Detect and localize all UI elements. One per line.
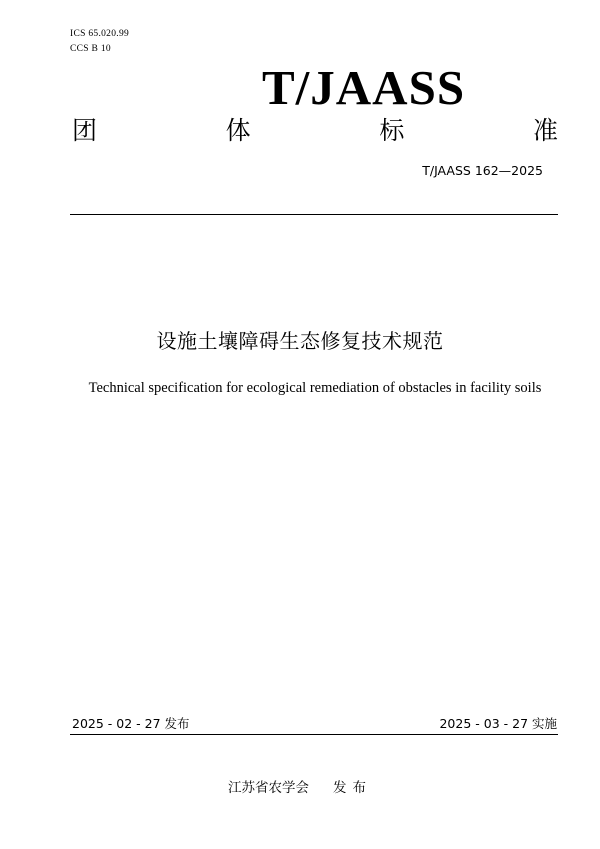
- standard-number: T/JAASS 162—2025: [422, 163, 543, 178]
- standard-logo: T/JAASS: [262, 60, 466, 115]
- standard-type-char: 体: [225, 116, 251, 145]
- standard-type-char: 准: [532, 116, 558, 145]
- document-title-chinese: 设施土壤障碍生态修复技术规范: [156, 329, 444, 353]
- header-divider: [70, 214, 558, 215]
- ics-code: ICS 65.020.99: [70, 29, 130, 39]
- footer-divider: [70, 734, 558, 735]
- publish-action: 发布: [333, 780, 372, 796]
- document-title-english: Technical specification for ecological remediation of obstacles in facility soils: [88, 380, 542, 396]
- standard-type-char: 团: [72, 116, 98, 145]
- standard-type-heading: [72, 116, 558, 146]
- publisher-line: [0, 776, 600, 796]
- ccs-code: CCS B 10: [70, 44, 111, 54]
- implementation-date: 2025 - 03 - 27 实施: [439, 716, 557, 731]
- standard-type-char: 标: [379, 116, 405, 145]
- publisher-name: 江苏省农学会: [228, 780, 309, 796]
- issue-date: 2025 - 02 - 27 发布: [72, 716, 190, 731]
